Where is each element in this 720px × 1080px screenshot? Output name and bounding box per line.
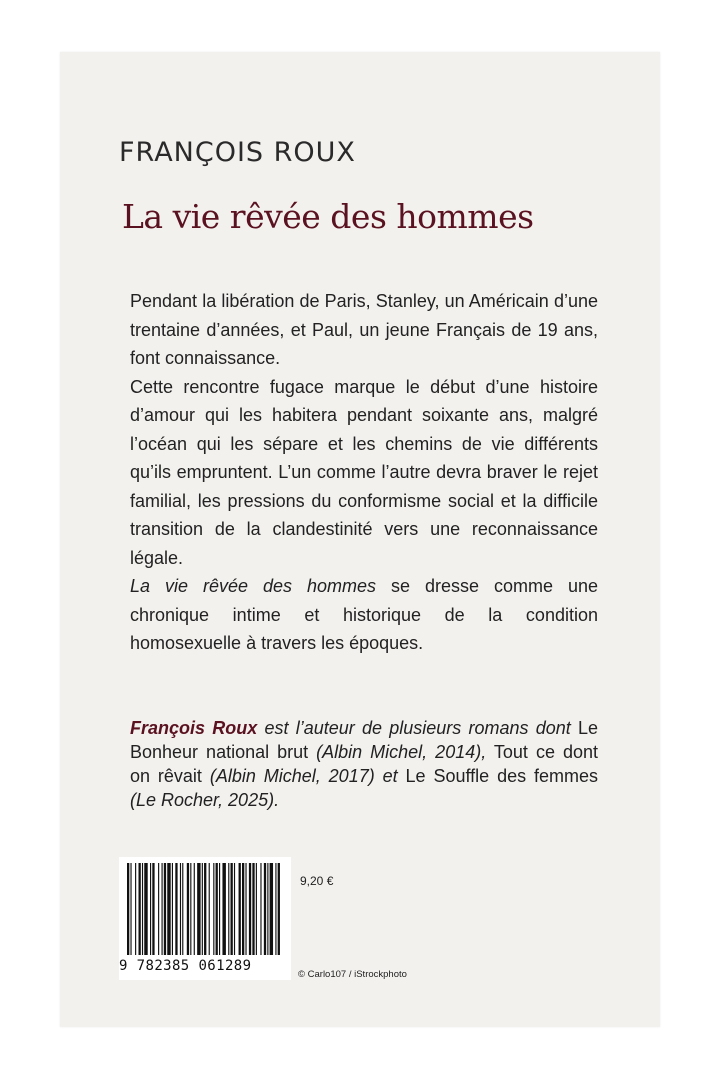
- synopsis-paragraph-3-text: se dresse comme une chronique intime et historique de la condition homosexuelle à travers les époques.: [130, 576, 598, 653]
- barcode-bar: [231, 863, 233, 955]
- barcode-bar: [127, 863, 129, 955]
- barcode-bar: [239, 863, 241, 955]
- bio-intro: est l’auteur de plusieurs romans dont: [257, 718, 571, 738]
- bio-book-1-publisher: (Albin Michel, 2014),: [316, 742, 487, 762]
- barcode-bar: [135, 863, 136, 955]
- photo-credit: © Carlo107 / iStrockphoto: [298, 969, 407, 980]
- book-title: La vie rêvée des hommes: [122, 197, 534, 236]
- synopsis-book-title: La vie rêvée des hommes: [130, 576, 377, 596]
- barcode-bars: [119, 857, 291, 957]
- bio-author-name: François Roux: [130, 718, 258, 738]
- barcode-bar: [264, 863, 266, 955]
- barcode-bar: [256, 863, 257, 955]
- bio-book-1: Le Bonheur national brut: [130, 718, 598, 762]
- barcode-bar: [180, 863, 181, 955]
- barcode-bar: [164, 863, 166, 955]
- barcode-bar: [216, 863, 218, 955]
- bio-book-2: Tout ce dont on rêvait: [130, 742, 598, 786]
- barcode-bar: [172, 863, 173, 955]
- barcode-bar: [139, 863, 141, 955]
- barcode-bar: [202, 863, 203, 955]
- barcode-bar: [162, 863, 163, 955]
- author-bio: [130, 716, 598, 812]
- barcode-bar: [190, 863, 191, 955]
- barcode-bar: [175, 863, 177, 955]
- price: 9,20 €: [300, 874, 334, 888]
- barcode-bar: [194, 863, 195, 955]
- barcode-bar: [213, 863, 214, 955]
- barcode-bar: [267, 863, 268, 955]
- barcode: [119, 857, 291, 980]
- barcode-bar: [249, 863, 251, 955]
- barcode-bar: [222, 863, 225, 955]
- barcode-bar: [219, 863, 220, 955]
- barcode-bar: [144, 863, 147, 955]
- barcode-bar: [278, 863, 280, 955]
- barcode-bar: [197, 863, 200, 955]
- barcode-bar: [242, 863, 244, 955]
- synopsis-paragraph-3: [130, 572, 598, 658]
- synopsis-paragraph-2: Cette rencontre fugace marque le début d’une histoire d’amour qui les habitera pendant soixante ans, malgré l’océan qui les sépare et les chemins de vie différents qu’ils empruntent. L’un comme l’autre devra braver le rejet familial, les pressions du conformisme social et la difficile transition de la clandestinité vers une reconnaissance légale.: [130, 376, 598, 568]
- bio-book-3: Le Souffle des femmes: [397, 766, 599, 786]
- barcode-bar: [275, 863, 276, 955]
- author-name: FRANÇOIS ROUX: [119, 137, 356, 168]
- barcode-bar: [130, 863, 131, 955]
- isbn-number: 9 782385 061289: [119, 958, 252, 974]
- barcode-bar: [245, 863, 246, 955]
- bio-book-2-publisher: (Albin Michel, 2017): [209, 766, 375, 786]
- barcode-bar: [187, 863, 189, 955]
- barcode-bar: [142, 863, 143, 955]
- barcode-bar: [150, 863, 151, 955]
- barcode-bar: [260, 863, 261, 955]
- barcode-bar: [158, 863, 159, 955]
- barcode-bar: [234, 863, 235, 955]
- barcode-bar: [182, 863, 183, 955]
- barcode-bar: [152, 863, 154, 955]
- barcode-bar: [270, 863, 273, 955]
- barcode-bar: [204, 863, 206, 955]
- barcode-bar: [209, 863, 210, 955]
- bio-connector: et: [374, 766, 398, 786]
- barcode-bar: [167, 863, 170, 955]
- barcode-bar: [252, 863, 254, 955]
- synopsis: [130, 287, 598, 658]
- bio-book-3-publisher: (Le Rocher, 2025).: [130, 790, 280, 810]
- barcode-bar: [228, 863, 229, 955]
- synopsis-paragraph-1: Pendant la libération de Paris, Stanley, un Américain d’une trentaine d’années, et Paul, un jeune Français de 19 ans, font connaissance.: [130, 291, 598, 368]
